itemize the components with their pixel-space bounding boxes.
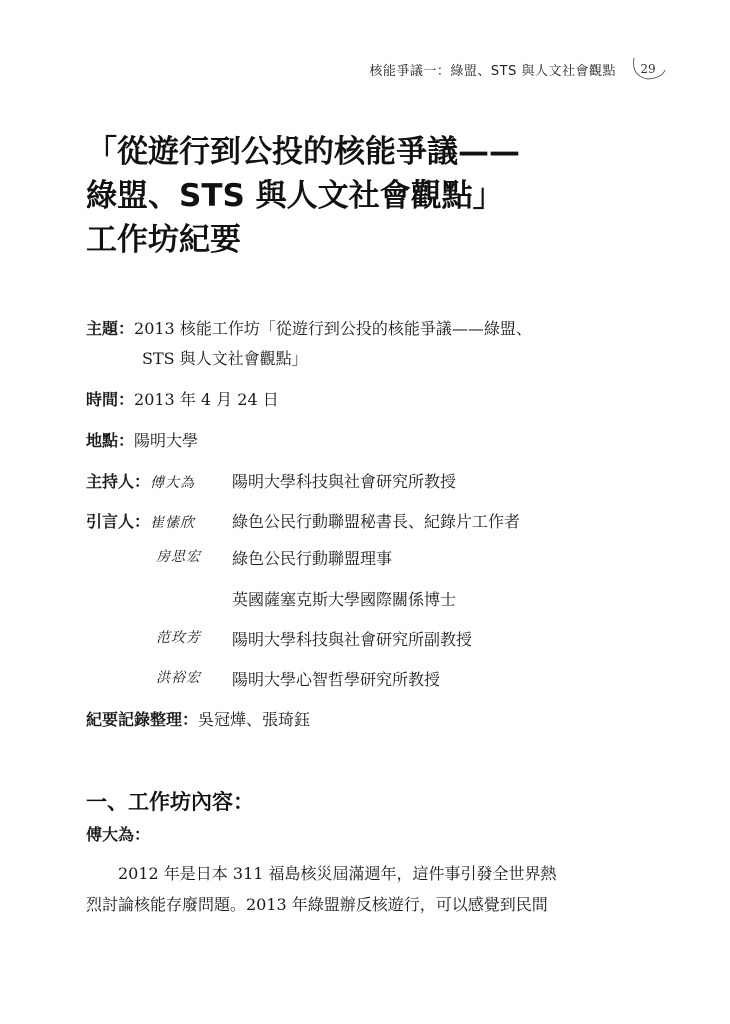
host-row <box>86 469 616 492</box>
speaker-name: 范玫芳 <box>156 630 201 646</box>
time-label: 時間： <box>86 390 135 409</box>
running-title: 核能爭議一：綠盟、STS 與人文社會觀點 <box>369 63 616 79</box>
page-number: 29 <box>640 62 656 76</box>
page-number-badge <box>630 56 666 82</box>
body-paragraph <box>86 858 616 920</box>
time-row <box>86 387 279 410</box>
place-label: 地點： <box>86 431 135 450</box>
speaker-heading: 傅大為： <box>86 825 151 844</box>
place-row <box>86 428 198 451</box>
speaker-affiliation: 綠色公民行動聯盟理事 <box>232 549 393 568</box>
speaker-name: 洪裕宏 <box>156 670 201 686</box>
speaker-affiliation: 綠色公民行動聯盟秘書長、紀錄片工作者 <box>232 512 521 531</box>
speaker-affiliation: 英國薩塞克斯大學國際關係博士 <box>232 590 457 609</box>
paragraph-line: 烈討論核能存廢問題。2013 年綠盟辦反核遊行，可以感覺到民間 <box>86 895 548 914</box>
speaker-name: 崔愫欣 <box>150 515 196 531</box>
host-name: 傅大為 <box>150 475 196 491</box>
paragraph-line: 2012 年是日本 311 福島核災屆滿週年，這件事引發全世界熱 <box>86 864 557 883</box>
topic-row <box>86 316 532 339</box>
speaker-name: 房思宏 <box>156 549 201 565</box>
speaker-row-4 <box>156 667 201 687</box>
speaker-row-2 <box>156 546 201 566</box>
topic-value-line1: 2013 核能工作坊「從遊行到公投的核能爭議——綠盟、 <box>134 319 532 338</box>
topic-continuation <box>142 346 308 369</box>
section-heading: 一、工作坊內容： <box>86 790 254 814</box>
recorder-label: 紀要記錄整理： <box>86 710 199 729</box>
place-value: 陽明大學 <box>134 431 199 450</box>
title-line-2: 綠盟、STS 與人文社會觀點」 <box>86 178 504 214</box>
title-line-3: 工作坊紀要 <box>86 222 241 258</box>
recorder-value: 吳冠燁、張琦鈺 <box>198 710 311 729</box>
host-affiliation: 陽明大學科技與社會研究所教授 <box>232 472 457 491</box>
article-title <box>86 130 520 262</box>
topic-label: 主題： <box>86 319 135 338</box>
speaker-row-1 <box>86 509 616 532</box>
host-label: 主持人： <box>86 472 151 491</box>
speaker-affiliation: 陽明大學科技與社會研究所副教授 <box>232 630 473 649</box>
time-value: 2013 年 4 月 24 日 <box>134 390 279 409</box>
title-line-1: 「從遊行到公投的核能爭議—— <box>86 134 520 170</box>
speaker-affiliation: 陽明大學心智哲學研究所教授 <box>232 670 441 689</box>
speaker-row-3 <box>156 627 201 647</box>
recorder-row <box>86 707 310 730</box>
speakers-label: 引言人： <box>86 512 151 531</box>
running-header <box>369 56 666 82</box>
topic-value-line2: STS 與人文社會觀點」 <box>142 349 308 368</box>
